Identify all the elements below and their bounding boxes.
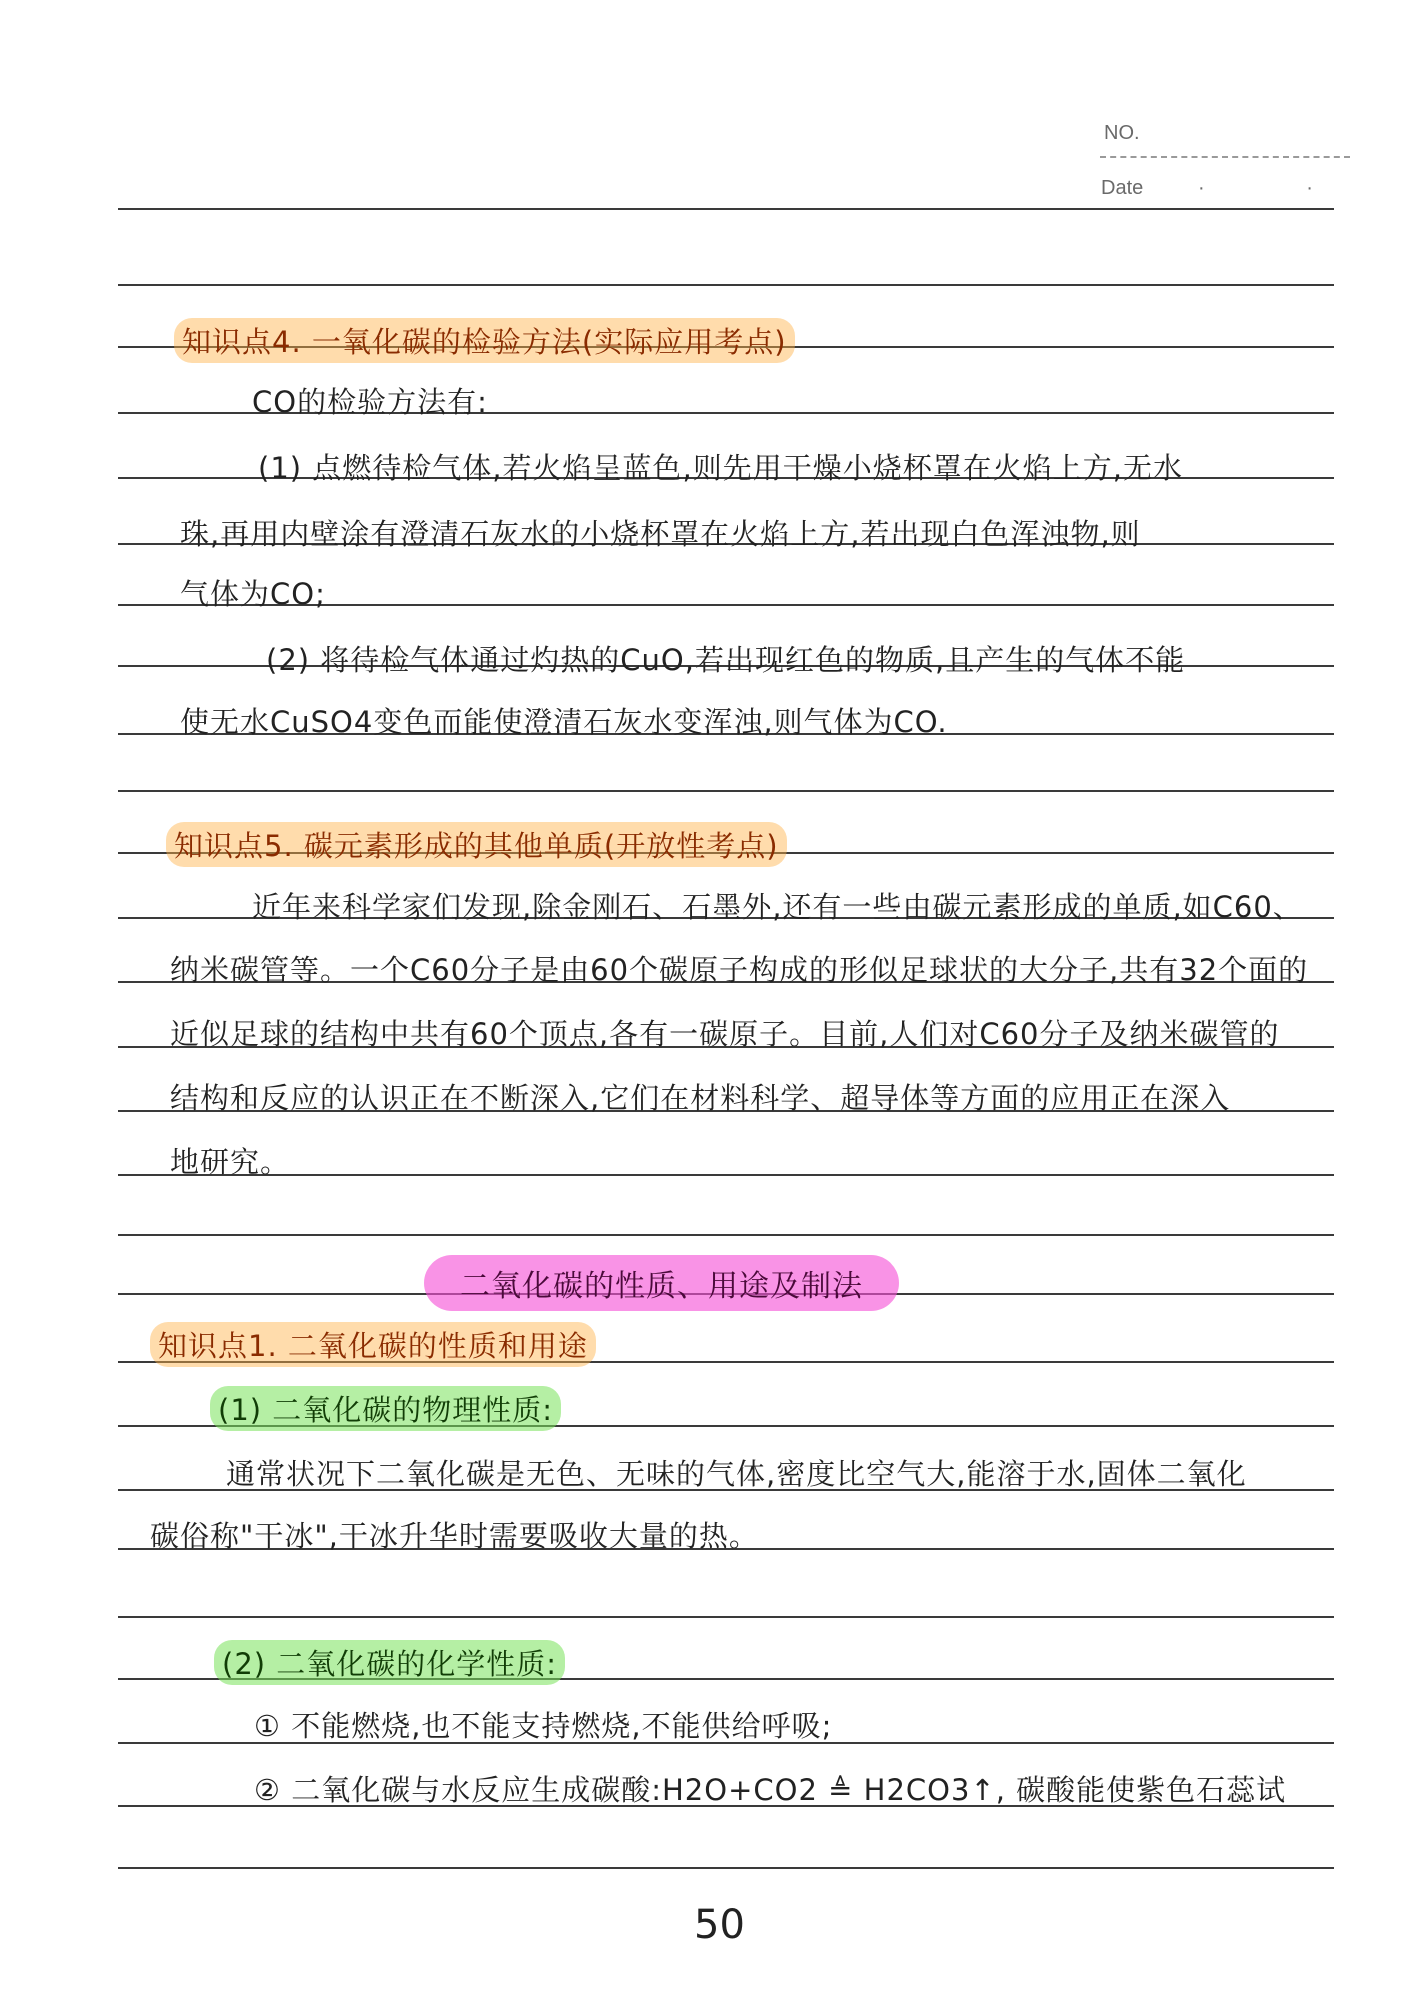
- chemical-line: ① 不能燃烧,也不能支持燃烧,不能供给呼吸;: [254, 1709, 833, 1743]
- ruled-line: [118, 1867, 1334, 1869]
- co2-kp1-title: 知识点1. 二氧化碳的性质和用途: [150, 1322, 596, 1367]
- co2-heading: 二氧化碳的性质、用途及制法: [424, 1255, 899, 1311]
- ruled-line: [118, 208, 1334, 210]
- section4-line: (1) 点燃待检气体,若火焰呈蓝色,则先用干燥小烧杯罩在火焰上方,无水: [258, 451, 1183, 485]
- chemical-line: ② 二氧化碳与水反应生成碳酸:H2O+CO2 ≜ H2CO3↑, 碳酸能使紫色石蕊试: [254, 1773, 1287, 1807]
- chemical-title: (2) 二氧化碳的化学性质:: [214, 1640, 565, 1685]
- section5-line: 结构和反应的认识正在不断深入,它们在材料科学、超导体等方面的应用正在深入: [170, 1081, 1231, 1115]
- date-dots: · ·: [1198, 177, 1361, 199]
- section4-intro: CO的检验方法有:: [252, 385, 488, 419]
- physical-line: 碳俗称"干冰",干冰升华时需要吸收大量的热。: [150, 1519, 759, 1553]
- page-number: 50: [694, 1902, 745, 1948]
- physical-line: 通常状况下二氧化碳是无色、无味的气体,密度比空气大,能溶于水,固体二氧化: [226, 1457, 1247, 1491]
- section4-line: 珠,再用内壁涂有澄清石灰水的小烧杯罩在火焰上方,若出现白色浑浊物,则: [180, 517, 1141, 551]
- section4-line: 气体为CO;: [180, 577, 326, 611]
- header-dashed-line: [1100, 156, 1350, 158]
- section4-title: 知识点4. 一氧化碳的检验方法(实际应用考点): [174, 318, 795, 363]
- ruled-line: [118, 1234, 1334, 1236]
- date-label: Date: [1101, 177, 1144, 199]
- physical-title: (1) 二氧化碳的物理性质:: [210, 1386, 561, 1431]
- section5-line: 纳米碳管等。一个C60分子是由60个碳原子构成的形似足球状的大分子,共有32个面的: [170, 953, 1309, 987]
- section5-title: 知识点5. 碳元素形成的其他单质(开放性考点): [166, 822, 787, 867]
- ruled-line: [118, 1174, 1334, 1176]
- section4-line: (2) 将待检气体通过灼热的CuO,若出现红色的物质,且产生的气体不能: [266, 643, 1186, 677]
- ruled-line: [118, 284, 1334, 286]
- ruled-line: [118, 1616, 1334, 1618]
- section4-line: 使无水CuSO4变色而能使澄清石灰水变浑浊,则气体为CO.: [180, 705, 948, 739]
- section5-line: 近似足球的结构中共有60个顶点,各有一碳原子。目前,人们对C60分子及纳米碳管的: [170, 1017, 1280, 1051]
- ruled-line: [118, 790, 1334, 792]
- no-label: NO.: [1104, 122, 1140, 144]
- section5-line: 近年来科学家们发现,除金刚石、石墨外,还有一些由碳元素形成的单质,如C60、: [252, 890, 1303, 924]
- section5-line: 地研究。: [170, 1145, 291, 1179]
